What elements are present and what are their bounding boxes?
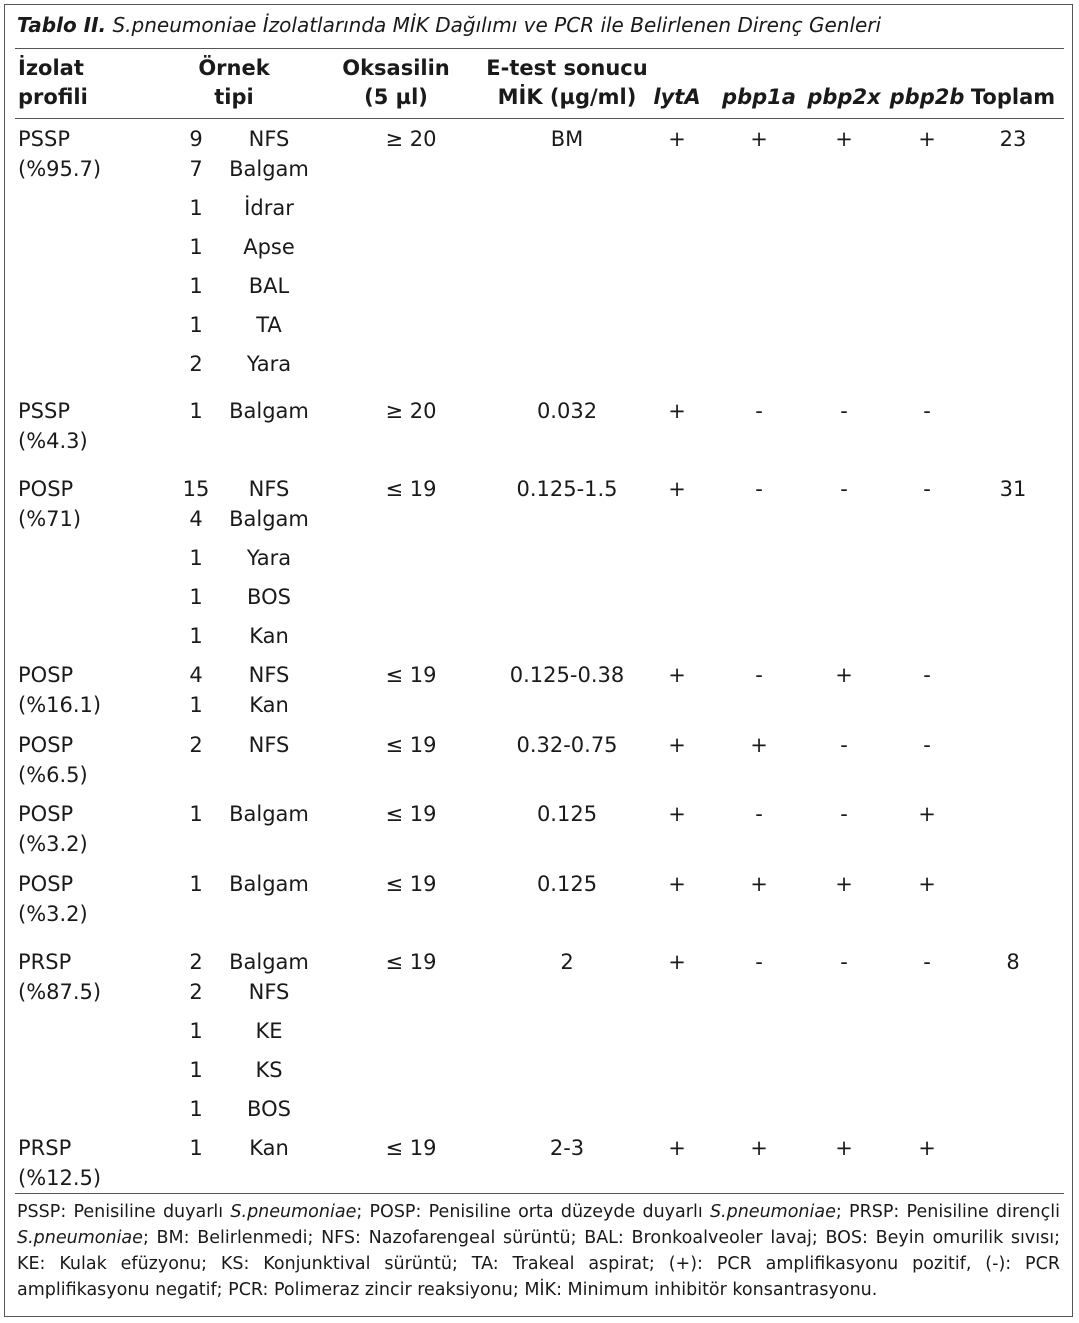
pbp2b-result: - bbox=[923, 477, 931, 501]
sample-type: Balgam bbox=[229, 802, 309, 826]
oxacillin-value: ≥ 20 bbox=[385, 127, 437, 151]
lytA-result: + bbox=[668, 127, 686, 151]
isolate-profile: PSSP bbox=[18, 399, 70, 423]
sample-type: NFS bbox=[248, 127, 290, 151]
pbp2b-result: - bbox=[923, 399, 931, 423]
header-oxacillin: Oksasilin (5 µl) bbox=[342, 56, 450, 109]
sample-type: Kan bbox=[249, 693, 289, 717]
oxacillin-value: ≤ 19 bbox=[385, 950, 437, 974]
table-label: Tablo II. bbox=[17, 13, 107, 37]
oxacillin-value: ≤ 19 bbox=[385, 663, 437, 687]
oxacillin-value: ≤ 19 bbox=[385, 872, 437, 896]
sample-count: 1 bbox=[189, 1019, 203, 1043]
pbp1a-result: - bbox=[755, 399, 763, 423]
sample-type: KE bbox=[255, 1019, 283, 1043]
oxacillin-value: ≤ 19 bbox=[385, 733, 437, 757]
oxacillin-value: ≥ 20 bbox=[385, 399, 437, 423]
sample-type: Yara bbox=[246, 352, 292, 376]
sample-count: 1 bbox=[189, 1136, 203, 1160]
pbp2x-result: - bbox=[840, 950, 848, 974]
oxacillin-value: ≤ 19 bbox=[385, 477, 437, 501]
sample-type: KS bbox=[255, 1058, 283, 1082]
sample-count: 1 bbox=[189, 1097, 203, 1121]
sample-count: 4 bbox=[189, 663, 203, 687]
lytA-result: + bbox=[668, 872, 686, 896]
pbp2x-result: - bbox=[840, 399, 848, 423]
isolate-percent: (%6.5) bbox=[18, 763, 88, 787]
sample-type: Apse bbox=[243, 235, 295, 259]
header-sample: Örnek tipi bbox=[198, 56, 270, 109]
sample-count: 1 bbox=[189, 546, 203, 570]
isolate-percent: (%95.7) bbox=[18, 157, 102, 181]
pbp1a-result: - bbox=[755, 477, 763, 501]
isolate-percent: (%4.3) bbox=[18, 429, 88, 453]
sample-type: BOS bbox=[247, 1097, 291, 1121]
sample-type: BAL bbox=[248, 274, 290, 298]
pbp1a-result: + bbox=[750, 1136, 768, 1160]
mic-value: 0.125 bbox=[536, 872, 598, 896]
lytA-result: + bbox=[668, 802, 686, 826]
header-pbp1a: pbp1a bbox=[722, 85, 796, 109]
isolate-profile: POSP bbox=[18, 477, 74, 501]
pbp2x-result: + bbox=[835, 872, 853, 896]
sample-type: Balgam bbox=[229, 872, 309, 896]
sample-count: 1 bbox=[189, 313, 203, 337]
pbp1a-result: + bbox=[750, 733, 768, 757]
lytA-result: + bbox=[668, 1136, 686, 1160]
sample-type: NFS bbox=[248, 663, 290, 687]
sample-count: 7 bbox=[189, 157, 203, 181]
table-caption: S.pneumoniae İzolatlarında MİK Dağılımı ve PCR ile Belirlenen Direnç Genleri bbox=[112, 13, 882, 37]
pbp1a-result: + bbox=[750, 872, 768, 896]
pbp2b-result: - bbox=[923, 663, 931, 687]
total-count: 23 bbox=[999, 127, 1027, 151]
mic-value: 0.125-1.5 bbox=[516, 477, 618, 501]
isolate-percent: (%87.5) bbox=[18, 980, 102, 1004]
pbp2x-result: - bbox=[840, 477, 848, 501]
isolate-profile: POSP bbox=[18, 802, 74, 826]
isolate-profile: POSP bbox=[18, 663, 74, 687]
header-lytA: lytA bbox=[653, 85, 701, 109]
total-count: 8 bbox=[1006, 950, 1020, 974]
sample-type: Yara bbox=[246, 546, 292, 570]
sample-count: 1 bbox=[189, 693, 203, 717]
pbp2x-result: + bbox=[835, 127, 853, 151]
isolate-profile: PRSP bbox=[18, 950, 72, 974]
pbp2x-result: - bbox=[840, 802, 848, 826]
mic-value: BM bbox=[550, 127, 584, 151]
pbp2x-result: - bbox=[840, 733, 848, 757]
lytA-result: + bbox=[668, 950, 686, 974]
sample-type: NFS bbox=[248, 477, 290, 501]
sample-type: Balgam bbox=[229, 507, 309, 531]
isolate-percent: (%3.2) bbox=[18, 902, 88, 926]
sample-type: Kan bbox=[249, 624, 289, 648]
sample-type: NFS bbox=[248, 733, 290, 757]
sample-type: Balgam bbox=[229, 950, 309, 974]
sample-count: 1 bbox=[189, 624, 203, 648]
oxacillin-value: ≤ 19 bbox=[385, 1136, 437, 1160]
sample-type: İdrar bbox=[244, 196, 294, 220]
lytA-result: + bbox=[668, 477, 686, 501]
sample-count: 1 bbox=[189, 235, 203, 259]
sample-count: 9 bbox=[189, 127, 203, 151]
header-pbp2b: pbp2b bbox=[889, 85, 965, 109]
isolate-profile: POSP bbox=[18, 733, 74, 757]
pbp1a-result: + bbox=[750, 127, 768, 151]
sample-type: TA bbox=[256, 313, 282, 337]
sample-type: Kan bbox=[249, 1136, 289, 1160]
isolate-percent: (%71) bbox=[18, 507, 82, 531]
total-count: 31 bbox=[999, 477, 1027, 501]
sample-count: 1 bbox=[189, 802, 203, 826]
isolate-percent: (%16.1) bbox=[18, 693, 102, 717]
lytA-result: + bbox=[668, 733, 686, 757]
sample-count: 2 bbox=[189, 980, 203, 1004]
header-pbp2x: pbp2x bbox=[807, 85, 881, 109]
sample-count: 1 bbox=[189, 872, 203, 896]
isolate-profile: POSP bbox=[18, 872, 74, 896]
mic-value: 0.32-0.75 bbox=[516, 733, 618, 757]
sample-count: 2 bbox=[189, 352, 203, 376]
mic-value: 0.125-0.38 bbox=[509, 663, 625, 687]
pbp2b-result: + bbox=[918, 1136, 936, 1160]
rule-top bbox=[15, 48, 1064, 49]
pbp2b-result: + bbox=[918, 872, 936, 896]
mic-value: 0.032 bbox=[536, 399, 598, 423]
pbp2b-result: - bbox=[923, 733, 931, 757]
lytA-result: + bbox=[668, 399, 686, 423]
pbp1a-result: - bbox=[755, 950, 763, 974]
pbp2b-result: - bbox=[923, 950, 931, 974]
oxacillin-value: ≤ 19 bbox=[385, 802, 437, 826]
footnote: PSSP: Penisiline duyarlı S.pneumoniae; POSP: Penisiline orta düzeyde duyarlı S.pneumoniae; PRSP: Penisiline dirençli S.pneumoniae; BM: Belirlenmedi; NFS: Nazofarengeal sürüntü; BAL: Bronkoalveoler lavaj; BOS: Beyin omurilik sıvısı; KE: Kulak efüzyonu; KS: Konjunktival sürüntü; TA: Trakeal aspirat; (+): PCR amplifikasyonu pozitif, (-): PCR amplifikasyonu negatif; PCR: Polimeraz zincir reaksiyonu; MİK: Minimum inhibitör konsantrasyonu. bbox=[17, 1202, 1060, 1300]
sample-type: NFS bbox=[248, 980, 290, 1004]
pbp1a-result: - bbox=[755, 802, 763, 826]
pbp2x-result: + bbox=[835, 663, 853, 687]
sample-count: 1 bbox=[189, 274, 203, 298]
sample-count: 2 bbox=[189, 733, 203, 757]
rule-bottom bbox=[15, 1193, 1064, 1194]
isolate-percent: (%12.5) bbox=[18, 1166, 102, 1190]
isolate-percent: (%3.2) bbox=[18, 832, 88, 856]
header-profile: İzolat profili bbox=[18, 56, 88, 109]
sample-count: 1 bbox=[189, 585, 203, 609]
mic-value: 0.125 bbox=[536, 802, 598, 826]
pbp2b-result: + bbox=[918, 127, 936, 151]
mic-value: 2-3 bbox=[549, 1136, 585, 1160]
sample-type: BOS bbox=[247, 585, 291, 609]
sample-count: 15 bbox=[182, 477, 210, 501]
header-etest: E-test sonucu MİK (µg/ml) bbox=[486, 56, 648, 109]
sample-count: 1 bbox=[189, 1058, 203, 1082]
pbp1a-result: - bbox=[755, 663, 763, 687]
sample-count: 4 bbox=[189, 507, 203, 531]
sample-count: 1 bbox=[189, 196, 203, 220]
pbp2b-result: + bbox=[918, 802, 936, 826]
rule-header bbox=[15, 118, 1064, 119]
isolate-profile: PSSP bbox=[18, 127, 70, 151]
pbp2x-result: + bbox=[835, 1136, 853, 1160]
isolate-profile: PRSP bbox=[18, 1136, 72, 1160]
mic-value: 2 bbox=[560, 950, 574, 974]
table-title bbox=[17, 13, 881, 37]
header-total: Toplam bbox=[970, 85, 1056, 109]
lytA-result: + bbox=[668, 663, 686, 687]
sample-count: 1 bbox=[189, 399, 203, 423]
sample-count: 2 bbox=[189, 950, 203, 974]
sample-type: Balgam bbox=[229, 157, 309, 181]
sample-type: Balgam bbox=[229, 399, 309, 423]
